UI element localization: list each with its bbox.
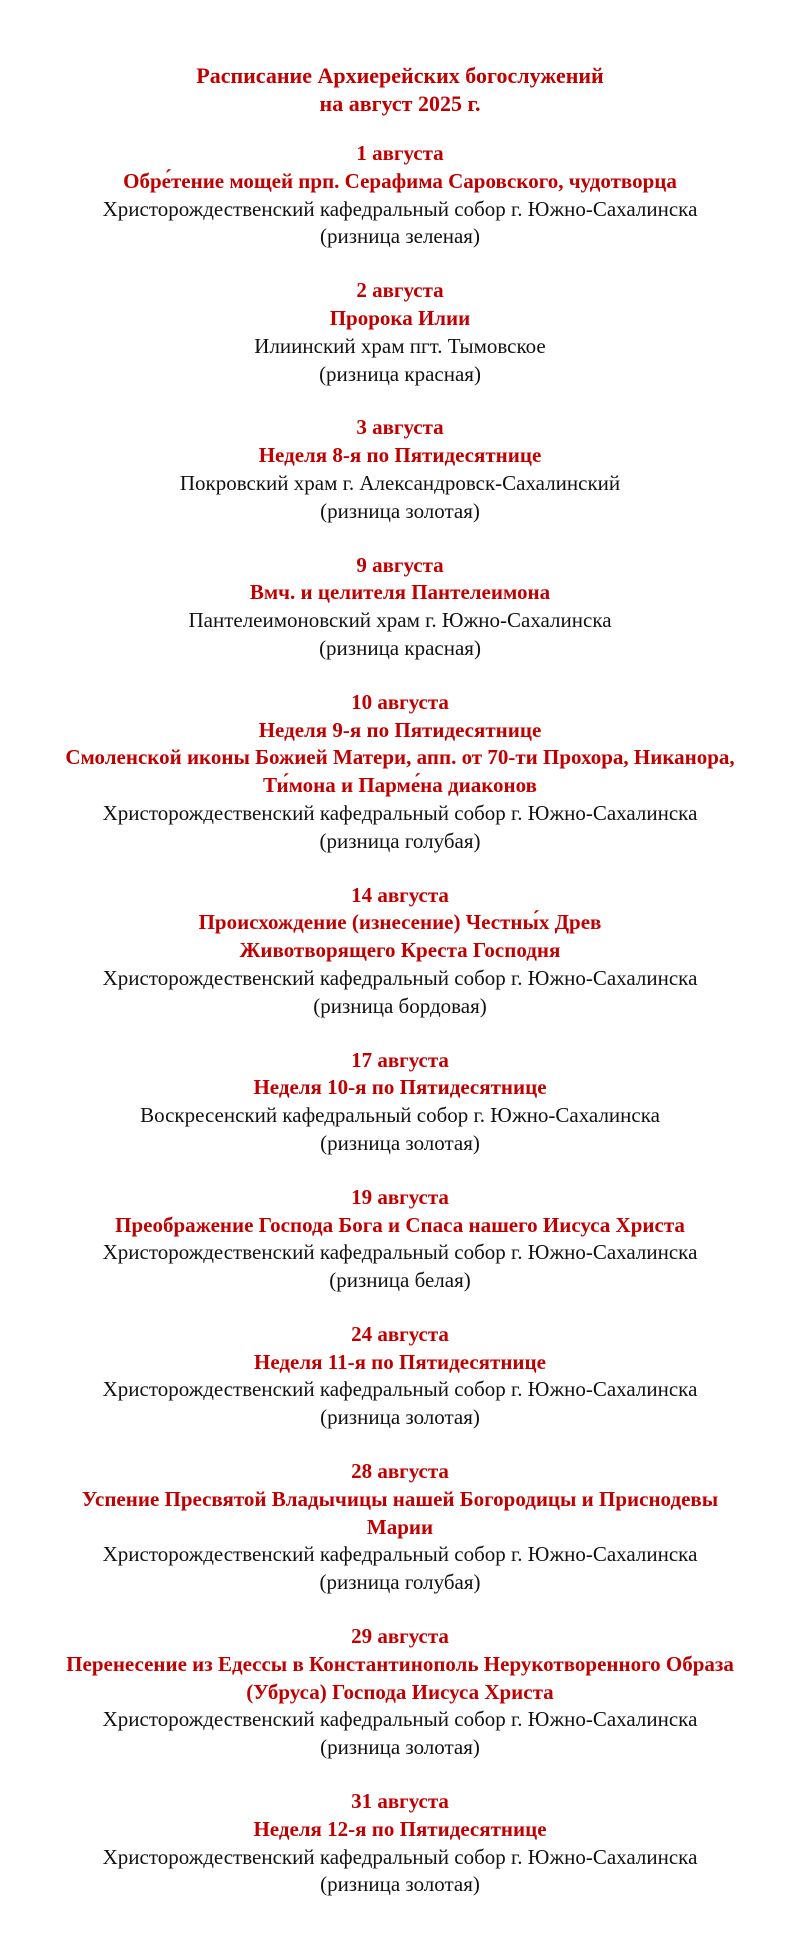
- service-feast-line: Вмч. и целителя Пантелеимона: [249, 580, 551, 605]
- service-entry: [0, 552, 800, 663]
- services-list: [0, 140, 800, 1899]
- service-entry: [0, 1623, 800, 1762]
- service-vestment: (ризница бордовая): [313, 993, 487, 1018]
- document-title: [0, 62, 800, 118]
- service-location: Христорождественский кафедральный собор г. Южно-Сахалинска: [102, 1542, 698, 1567]
- service-vestment: (ризница зеленая): [320, 224, 480, 249]
- service-feast-line: Перенесение из Едессы в Константинополь Нерукотворенного Образа: [66, 1651, 734, 1676]
- service-vestment: (ризница красная): [319, 635, 481, 660]
- service-entry: [0, 1321, 800, 1432]
- service-location: Христорождественский кафедральный собор г. Южно-Сахалинска: [102, 800, 698, 825]
- service-location: Пантелеимоновский храм г. Южно-Сахалинска: [188, 608, 612, 633]
- service-feast-line: Неделя 8-я по Пятидесятнице: [258, 443, 542, 468]
- service-location: Христорождественский кафедральный собор г. Южно-Сахалинска: [102, 1377, 698, 1402]
- service-location: Илиинский храм пгт. Тымовское: [254, 333, 546, 358]
- service-vestment: (ризница голубая): [319, 1570, 481, 1595]
- service-location: Христорождественский кафедральный собор г. Южно-Сахалинска: [102, 1844, 698, 1869]
- service-entry: [0, 1458, 800, 1597]
- service-location: Покровский храм г. Александровск-Сахалинский: [179, 470, 621, 495]
- service-feast-line: Успение Пресвятой Владычицы нашей Богородицы и Приснодевы: [81, 1486, 719, 1511]
- service-entry: [0, 277, 800, 388]
- service-date: 9 августа: [356, 552, 444, 577]
- service-location: Христорождественский кафедральный собор г. Южно-Сахалинска: [102, 196, 698, 221]
- title-line-1: Расписание Архиерейских богослужений: [196, 63, 604, 88]
- service-location: Христорождественский кафедральный собор г. Южно-Сахалинска: [102, 965, 698, 990]
- service-vestment: (ризница золотая): [320, 1405, 480, 1430]
- service-feast-line: Неделя 12-я по Пятидесятнице: [253, 1816, 547, 1841]
- service-date: 19 августа: [351, 1184, 449, 1209]
- service-date: 14 августа: [351, 882, 449, 907]
- service-date: 10 августа: [351, 689, 449, 714]
- service-feast-line: Смоленской иконы Божией Матери, апп. от 70-ти Прохора, Никанора,: [65, 745, 735, 770]
- service-entry: [0, 689, 800, 856]
- service-entry: [0, 414, 800, 525]
- service-date: 3 августа: [356, 415, 444, 440]
- service-feast-line: Неделя 11-я по Пятидесятнице: [254, 1349, 546, 1374]
- service-entry: [0, 1184, 800, 1295]
- service-vestment: (ризница голубая): [319, 828, 481, 853]
- service-vestment: (ризница белая): [329, 1268, 471, 1293]
- service-location: Воскресенский кафедральный собор г. Южно-Сахалинска: [140, 1103, 660, 1128]
- service-vestment: (ризница золотая): [320, 1872, 480, 1897]
- service-date: 24 августа: [351, 1321, 449, 1346]
- service-date: 31 августа: [351, 1789, 449, 1814]
- service-entry: [0, 140, 800, 251]
- service-feast-line: (Убруса) Господа Иисуса Христа: [246, 1679, 554, 1704]
- service-entry: [0, 882, 800, 1021]
- service-date: 2 августа: [356, 278, 444, 303]
- service-feast-line: Преображение Господа Бога и Спаса нашего Иисуса Христа: [115, 1212, 685, 1237]
- service-date: 17 августа: [351, 1047, 449, 1072]
- service-feast-line: Пророка Илии: [329, 305, 471, 330]
- service-vestment: (ризница золотая): [320, 1735, 480, 1760]
- service-entry: [0, 1047, 800, 1158]
- service-vestment: (ризница золотая): [320, 1130, 480, 1155]
- service-feast-line: Ти́мона и Парме́на диаконов: [263, 773, 537, 798]
- service-entry: [0, 1788, 800, 1899]
- service-date: 1 августа: [356, 141, 444, 165]
- service-vestment: (ризница золотая): [320, 498, 480, 523]
- service-feast-line: Происхождение (изнесение) Честны́х Древ: [198, 910, 602, 935]
- service-date: 29 августа: [351, 1624, 449, 1649]
- service-feast-line: Неделя 9-я по Пятидесятнице: [258, 717, 542, 742]
- service-vestment: (ризница красная): [319, 361, 481, 386]
- service-feast-line: Животворящего Креста Господня: [239, 938, 561, 963]
- service-feast-line: Марии: [366, 1514, 434, 1539]
- service-location: Христорождественский кафедральный собор г. Южно-Сахалинска: [102, 1707, 698, 1732]
- service-feast-line: Неделя 10-я по Пятидесятнице: [253, 1075, 547, 1100]
- title-line-2: на август 2025 г.: [319, 91, 481, 116]
- service-feast-line: Обре́тение мощей прп. Серафима Саровского, чудотворца: [123, 168, 677, 193]
- service-date: 28 августа: [351, 1459, 449, 1484]
- service-location: Христорождественский кафедральный собор г. Южно-Сахалинска: [102, 1240, 698, 1265]
